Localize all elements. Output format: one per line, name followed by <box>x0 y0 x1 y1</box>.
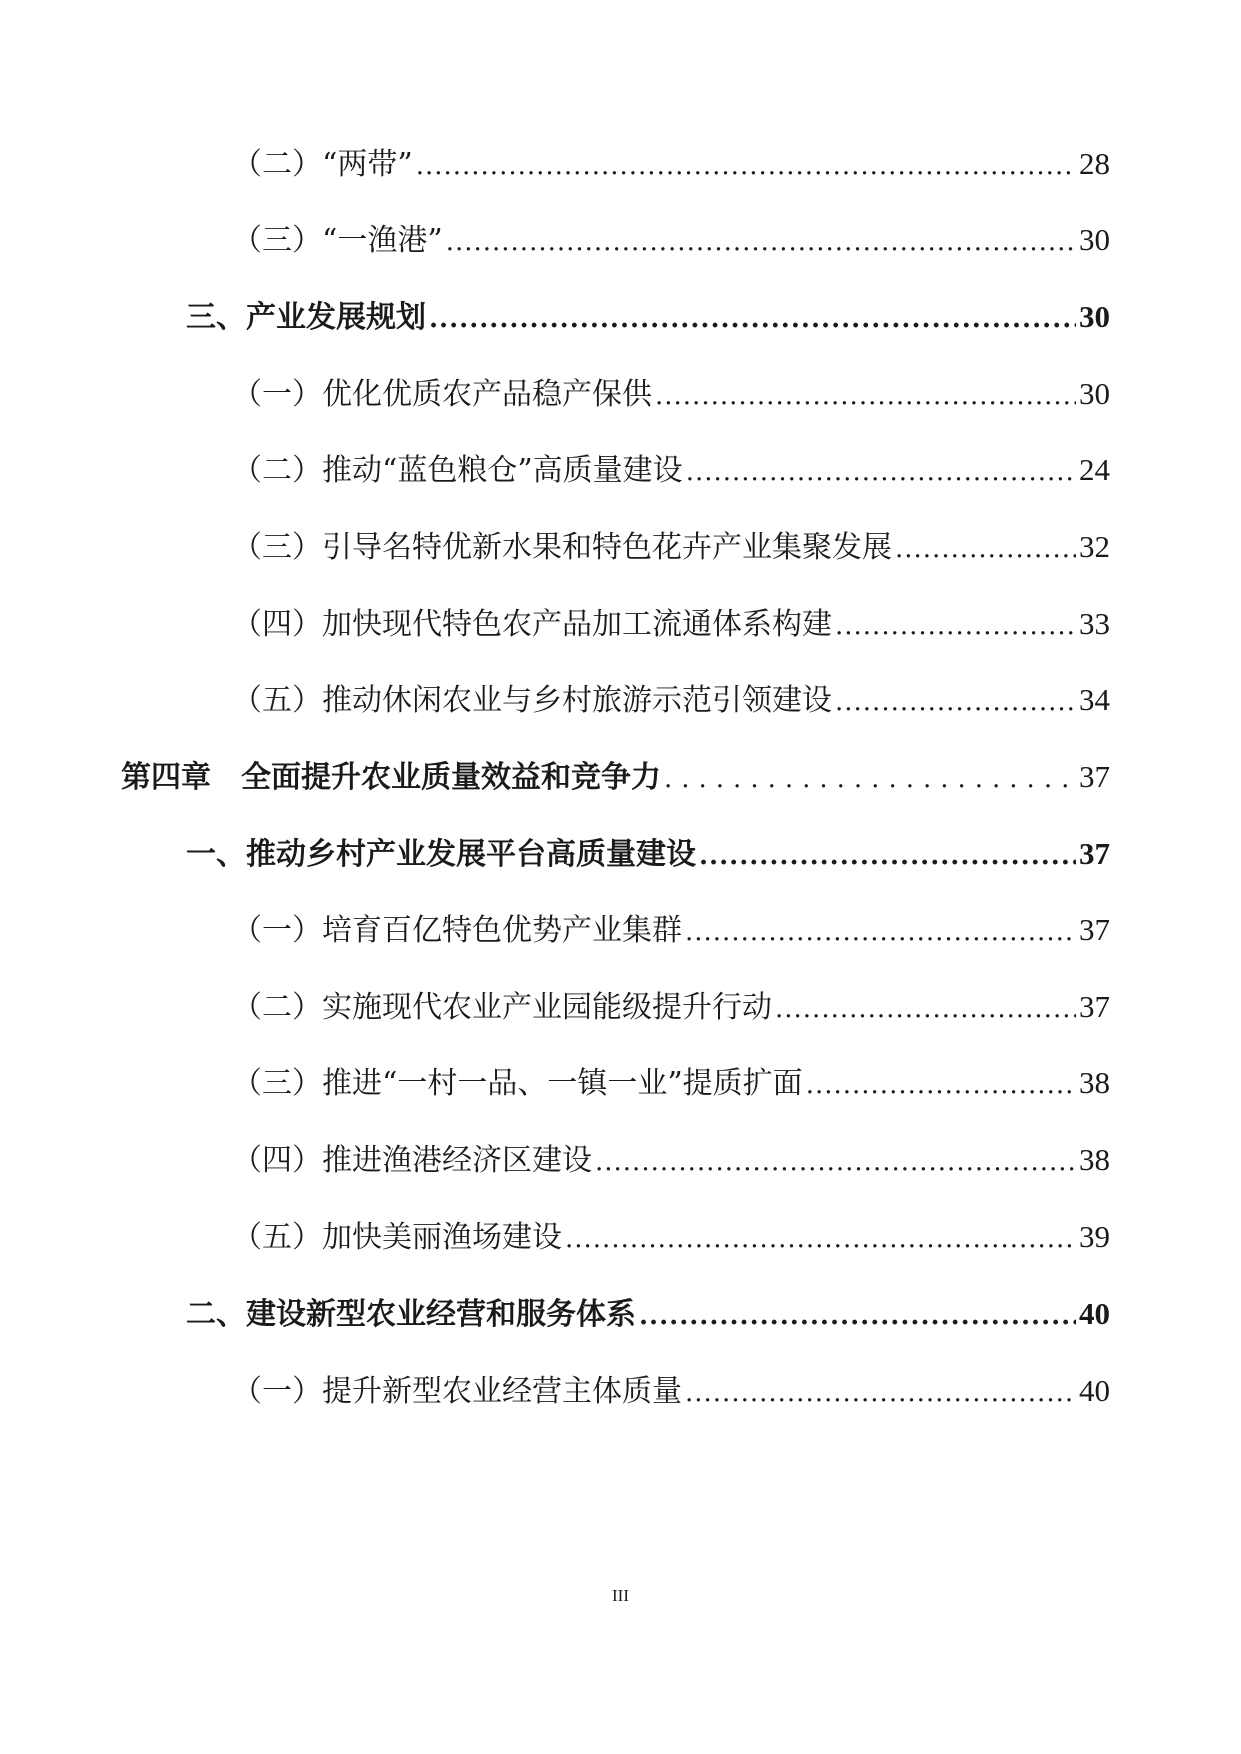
toc-entry[interactable] <box>232 1060 1110 1106</box>
toc-entry[interactable] <box>232 1214 1110 1260</box>
toc-entry-title: （三）“一渔港” <box>232 223 443 258</box>
dot-leader <box>639 1293 1076 1337</box>
dot-leader <box>565 1216 1076 1260</box>
dot-leader <box>446 219 1076 263</box>
dot-leader <box>686 449 1076 493</box>
dot-leader <box>655 373 1076 417</box>
toc-entry-title: （四）推进渔港经济区建设 <box>232 1143 592 1178</box>
dot-leader <box>685 1370 1076 1414</box>
toc-entry[interactable] <box>232 907 1110 953</box>
toc-entry-title: （四）加快现代特色农产品加工流通体系构建 <box>232 607 832 642</box>
toc-entry-page: 30 <box>1079 299 1110 334</box>
dot-leader <box>835 679 1076 723</box>
toc-entry-page: 34 <box>1079 682 1110 717</box>
toc-entry[interactable] <box>232 141 1110 187</box>
toc-section-entry[interactable] <box>186 831 1110 877</box>
toc-entry[interactable] <box>232 447 1110 493</box>
toc-entry-title: 三、产业发展规划 <box>186 300 426 335</box>
toc-section-entry[interactable] <box>186 1291 1110 1337</box>
toc-entry-title: （一）提升新型农业经营主体质量 <box>232 1374 682 1409</box>
page-number: III <box>612 1586 629 1605</box>
toc-entry[interactable] <box>232 1368 1110 1414</box>
toc-entry-title: （三）推进“一村一品、一镇一业”提质扩面 <box>232 1066 803 1101</box>
toc-entry-page: 38 <box>1079 1142 1110 1177</box>
dot-leader <box>895 526 1076 570</box>
toc-entry-page: 30 <box>1079 376 1110 411</box>
toc-entry-title: 二、建设新型农业经营和服务体系 <box>186 1297 636 1332</box>
toc-entry-page: 24 <box>1079 452 1110 487</box>
dot-leader <box>416 143 1076 187</box>
toc-entry-title: 第四章 全面提升农业质量效益和竞争力 <box>121 760 661 795</box>
dot-leader <box>699 833 1076 877</box>
toc-entry-title: （五）加快美丽渔场建设 <box>232 1220 562 1255</box>
toc-entry-page: 30 <box>1079 222 1110 257</box>
dot-leader <box>429 296 1076 340</box>
dot-leader <box>775 986 1076 1030</box>
toc-entry-page: 37 <box>1079 836 1110 871</box>
dot-leader <box>835 603 1076 647</box>
toc-entry-page: 40 <box>1079 1373 1110 1408</box>
dot-leader <box>664 756 1076 800</box>
toc-entry-title: （二）实施现代农业产业园能级提升行动 <box>232 990 772 1025</box>
dot-leader <box>595 1139 1076 1183</box>
toc-entry-page: 39 <box>1079 1219 1110 1254</box>
toc-entry[interactable] <box>232 601 1110 647</box>
toc-entry-page: 33 <box>1079 606 1110 641</box>
toc-entry-title: （二）推动“蓝色粮仓”高质量建设 <box>232 453 683 488</box>
toc-entry-page: 32 <box>1079 529 1110 564</box>
toc-entry-page: 40 <box>1079 1296 1110 1331</box>
toc-section-entry[interactable] <box>186 294 1110 340</box>
dot-leader <box>685 909 1076 953</box>
toc-entry-title: （一）优化优质农产品稳产保供 <box>232 377 652 412</box>
toc-entry[interactable] <box>232 1137 1110 1183</box>
toc-entry-page: 28 <box>1079 146 1110 181</box>
toc-entry[interactable] <box>232 524 1110 570</box>
toc-entry-page: 37 <box>1079 989 1110 1024</box>
toc-entry-title: 一、推动乡村产业发展平台高质量建设 <box>186 837 696 872</box>
toc-entry[interactable] <box>232 371 1110 417</box>
toc-entry-page: 37 <box>1079 759 1110 794</box>
dot-leader <box>806 1062 1076 1106</box>
toc-entry-title: （五）推动休闲农业与乡村旅游示范引领建设 <box>232 683 832 718</box>
toc-entry-page: 38 <box>1079 1065 1110 1100</box>
toc-chapter-entry[interactable] <box>121 754 1110 800</box>
toc-entry[interactable] <box>232 984 1110 1030</box>
toc-entry[interactable] <box>232 217 1110 263</box>
toc-entry-page: 37 <box>1079 912 1110 947</box>
toc-entry[interactable] <box>232 677 1110 723</box>
toc-entry-title: （二）“两带” <box>232 147 413 182</box>
toc-entry-title: （三）引导名特优新水果和特色花卉产业集聚发展 <box>232 530 892 565</box>
toc-entry-title: （一）培育百亿特色优势产业集群 <box>232 913 682 948</box>
